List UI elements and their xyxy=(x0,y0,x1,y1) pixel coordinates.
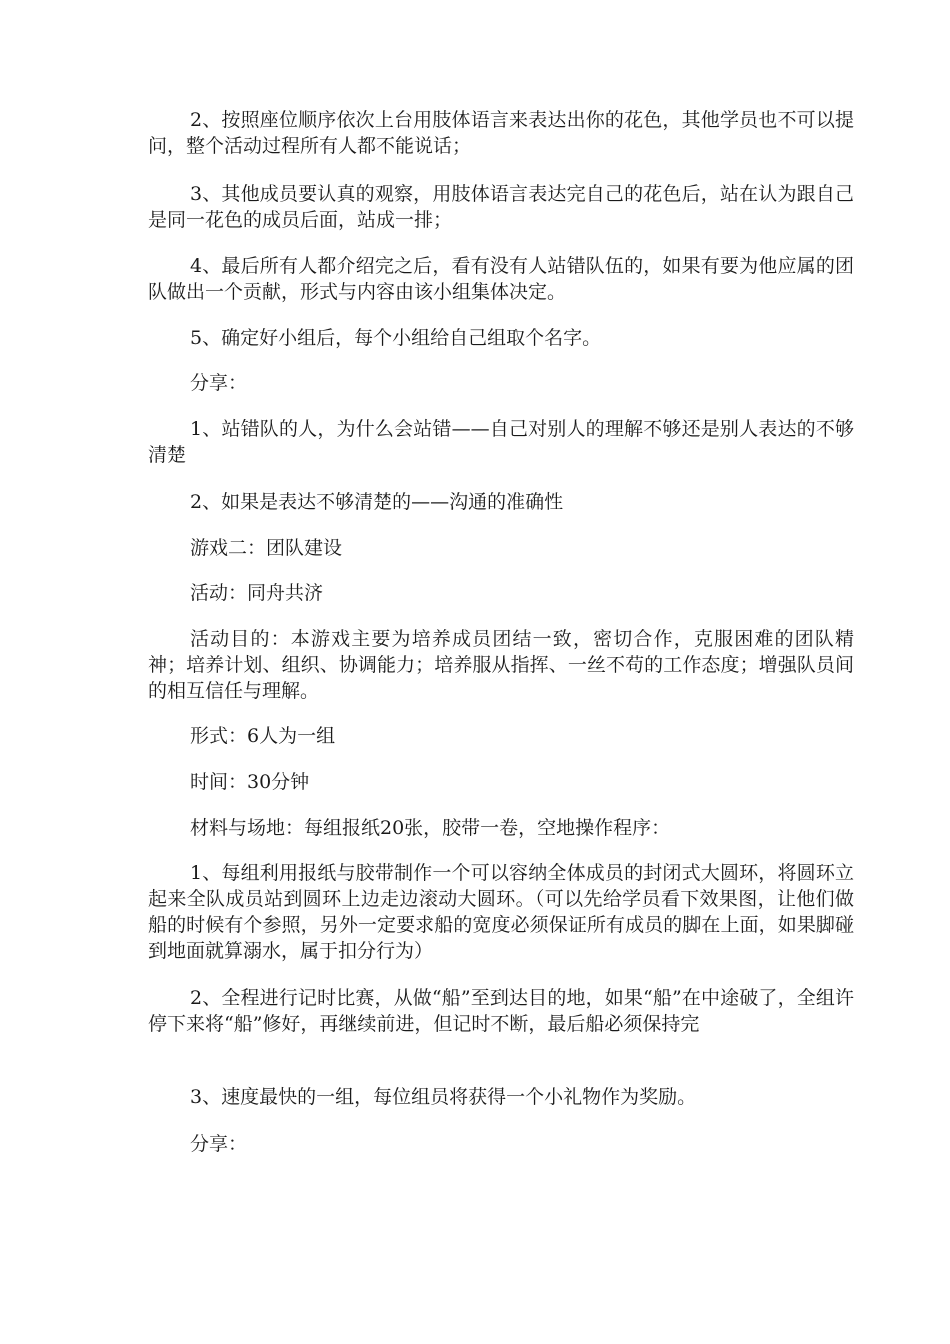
paragraph-share-1: 1、站错队的人，为什么会站错——自己对别人的理解不够还是别人表达的不够清楚 xyxy=(148,418,854,466)
paragraph-step-2-present: 2、按照座位顺序依次上台用肢体语言来表达出你的花色，其他学员也不可以提问，整个活动过程所有人都不能说话； xyxy=(148,109,854,157)
paragraph-game-two-heading: 游戏二：团队建设 xyxy=(190,537,343,559)
paragraph-step-5-name: 5、确定好小组后，每个小组给自己组取个名字。 xyxy=(190,327,602,349)
paragraph-procedure-2: 2、全程进行记时比赛，从做“船”至到达目的地，如果“船”在中途破了，全组许停下来将“船”修好，再继续前进，但记时不断，最后船必须保持完 xyxy=(148,987,854,1035)
paragraph-procedure-1: 1、每组利用报纸与胶带制作一个可以容纳全体成员的封闭式大圆环，将圆环立起来全队成员站到圆环上边走边滚动大圆环。（可以先给学员看下效果图，让他们做船的时候有个参照，另外一定要求船的宽度必须保证所有成员的脚在上面，如果脚碰到地面就算溺水，属于扣分行为） xyxy=(148,862,854,962)
paragraph-share-heading-2: 分享： xyxy=(190,1133,248,1155)
paragraph-activity-title: 活动：同舟共济 xyxy=(190,582,324,604)
paragraph-activity-goal: 活动目的：本游戏主要为培养成员团结一致，密切合作，克服困难的团队精神；培养计划、组织、协调能力；培养服从指挥、一丝不苟的工作态度；增强队员间的相互信任与理解。 xyxy=(148,628,854,702)
paragraph-share-2: 2、如果是表达不够清楚的——沟通的准确性 xyxy=(190,491,564,513)
paragraph-procedure-3: 3、速度最快的一组，每位组员将获得一个小礼物作为奖励。 xyxy=(190,1086,697,1108)
paragraph-share-heading: 分享： xyxy=(190,372,248,394)
paragraph-time: 时间：30分钟 xyxy=(190,771,310,793)
paragraph-materials: 材料与场地：每组报纸20张，胶带一卷，空地操作程序： xyxy=(190,817,671,839)
paragraph-format: 形式：6人为一组 xyxy=(190,725,336,747)
paragraph-step-4-contribute: 4、最后所有人都介绍完之后，看有没有人站错队伍的，如果有要为他应属的团队做出一个贡献，形式与内容由该小组集体决定。 xyxy=(148,255,854,303)
paragraph-step-3-observe: 3、其他成员要认真的观察，用肢体语言表达完自己的花色后，站在认为跟自己是同一花色的成员后面，站成一排； xyxy=(148,183,854,231)
